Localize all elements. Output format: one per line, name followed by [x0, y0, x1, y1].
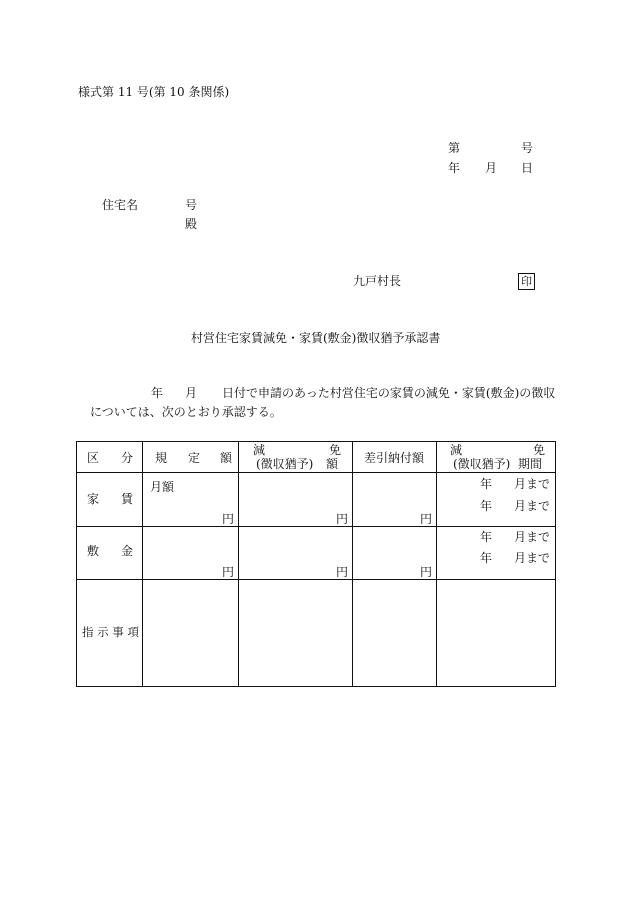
kikan-tsukimade: 月まで	[514, 477, 551, 491]
yen-unit: 円	[420, 512, 433, 526]
issuer-name: 九戸村長	[353, 274, 402, 288]
header-kikan-1: 減	[450, 443, 463, 457]
row-yachin-2: 賃	[121, 492, 134, 506]
shikikin-genmen-cell	[239, 527, 353, 580]
date-day: 日	[521, 161, 534, 175]
row-shiji-label	[77, 580, 143, 687]
header-kubun	[77, 442, 143, 473]
header-kikan-2: 免	[533, 443, 546, 457]
doc-number-dai: 第	[448, 141, 461, 155]
yen-unit: 円	[222, 512, 235, 526]
house-number-go: 号	[185, 198, 198, 212]
header-genmen	[239, 442, 353, 473]
header-genmen-1: 減	[253, 443, 266, 457]
table-header-row	[77, 442, 556, 473]
house-name-label: 住宅名	[102, 198, 139, 212]
header-kikan-3: 期間	[518, 457, 543, 471]
table-row-shiji	[77, 580, 556, 687]
header-kitei-1: 規	[155, 451, 168, 465]
header-genmen-2: 免	[329, 443, 342, 457]
kikan-nen: 年	[480, 530, 493, 544]
yen-unit: 円	[222, 565, 235, 579]
shiji-cell-2	[239, 580, 353, 687]
header-kubun-1: 区	[87, 451, 100, 465]
shiji-cell-1	[143, 580, 239, 687]
row-shikikin-label	[77, 527, 143, 580]
header-genmen-sub: (徴収猶予)	[256, 457, 314, 471]
addressee-dono: 殿	[185, 217, 198, 231]
header-kitei-3: 額	[220, 451, 233, 465]
row-shikikin-1: 敷	[87, 544, 100, 558]
table-row-shikikin	[77, 527, 556, 580]
header-kitei-2: 定	[188, 451, 201, 465]
header-kikan	[437, 442, 556, 473]
shiji-cell-3	[353, 580, 437, 687]
header-genmen-3: 額	[326, 457, 339, 471]
doc-number-go: 号	[521, 141, 534, 155]
header-sashihiki-label: 差引納付額	[364, 451, 425, 465]
shiji-cell-4	[437, 580, 556, 687]
body-month: 月	[185, 386, 198, 400]
yen-unit: 円	[336, 512, 349, 526]
body-line1: 日付で申請のあった村営住宅の家賃の減免・家賃(敷金)の徴収	[222, 386, 556, 400]
shikikin-kikan-cell	[437, 527, 556, 580]
getsugaku-label: 月額	[150, 480, 175, 494]
kikan-nen: 年	[480, 499, 493, 513]
header-kikan-sub: (徴収猶予)	[453, 457, 511, 471]
table-row-yachin	[77, 473, 556, 527]
date-year: 年	[448, 161, 461, 175]
body-year: 年	[151, 386, 164, 400]
kikan-tsukimade: 月まで	[514, 551, 551, 565]
row-yachin-1: 家	[87, 492, 100, 506]
row-shiji-text: 指 示 事 項	[82, 625, 139, 639]
kikan-nen: 年	[480, 477, 493, 491]
row-shikikin-2: 金	[121, 544, 134, 558]
header-kitei	[143, 442, 239, 473]
approval-table	[76, 441, 556, 687]
yachin-kikan-cell	[437, 473, 556, 527]
shikikin-sashihiki-cell	[353, 527, 437, 580]
document-title: 村営住宅家賃減免・家賃(敷金)徴収猶予承認書	[191, 331, 441, 345]
seal-mark: 印	[518, 273, 535, 290]
date-month: 月	[485, 161, 498, 175]
shikikin-kitei-cell	[143, 527, 239, 580]
yachin-sashihiki-cell	[353, 473, 437, 527]
kikan-tsukimade: 月まで	[514, 499, 551, 513]
kikan-tsukimade: 月まで	[514, 530, 551, 544]
row-yachin-label	[77, 473, 143, 527]
yen-unit: 円	[336, 565, 349, 579]
header-sashihiki	[353, 442, 437, 473]
kikan-nen: 年	[480, 551, 493, 565]
header-kubun-2: 分	[121, 451, 134, 465]
yachin-kitei-cell	[143, 473, 239, 527]
yen-unit: 円	[420, 565, 433, 579]
form-number: 様式第 11 号(第 10 条関係)	[78, 85, 230, 99]
body-line2: については、次のとおり承認する。	[90, 405, 282, 419]
yachin-genmen-cell	[239, 473, 353, 527]
